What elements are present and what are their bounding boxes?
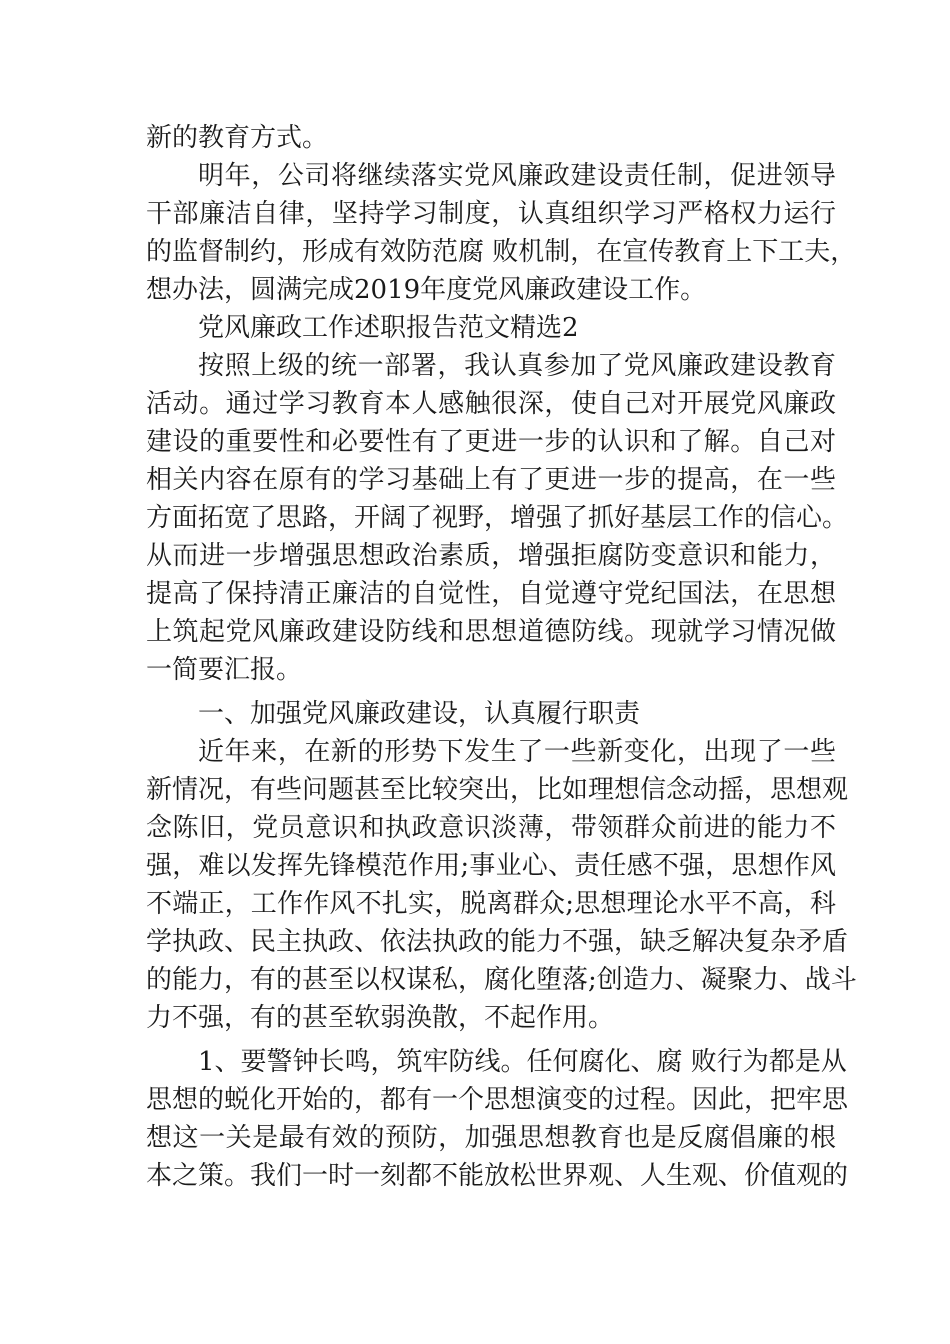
paragraph-line: 按照上级的统一部署，我认真参加了党风廉政建设教育 — [198, 351, 836, 381]
section-heading: 一、加强党风廉政建设，认真履行职责 — [198, 699, 641, 729]
paragraph-line: 学执政、民主执政、依法执政的能力不强，缺乏解决复杂矛盾 — [146, 927, 849, 957]
paragraph-line: 方面拓宽了思路，开阔了视野，增强了抓好基层工作的信心。 — [146, 503, 849, 533]
paragraph-line: 强，难以发挥先锋模范作用;事业心、责任感不强，思想作风 — [146, 851, 836, 881]
paragraph-line: 一简要汇报。 — [146, 655, 303, 685]
paragraph-line: 新情况，有些问题甚至比较突出，比如理想信念动摇，思想观 — [146, 775, 849, 805]
paragraph-line: 想办法，圆满完成2019年度党风廉政建设工作。 — [146, 275, 707, 305]
paragraph-line: 思想的蜕化开始的，都有一个思想演变的过程。因此，把牢思 — [146, 1085, 849, 1115]
paragraph-line: 上筑起党风廉政建设防线和思想道德防线。现就学习情况做 — [146, 617, 836, 647]
paragraph-line: 相关内容在原有的学习基础上有了更进一步的提高，在一些 — [146, 465, 836, 495]
paragraph-line: 活动。通过学习教育本人感触很深，使自己对开展党风廉政 — [146, 389, 836, 419]
paragraph-line: 1、要警钟长鸣，筑牢防线。任何腐化、腐 败行为都是从 — [198, 1047, 847, 1077]
paragraph-line: 近年来，在新的形势下发生了一些新变化，出现了一些 — [198, 737, 836, 767]
paragraph-line: 念陈旧，党员意识和执政意识淡薄，带领群众前进的能力不 — [146, 813, 836, 843]
paragraph-line: 不端正，工作作风不扎实，脱离群众;思想理论水平不高，科 — [146, 889, 836, 919]
paragraph-line: 的能力，有的甚至以权谋私，腐化堕落;创造力、凝聚力、战斗 — [146, 965, 857, 995]
paragraph-line: 本之策。我们一时一刻都不能放松世界观、人生观、价值观的 — [146, 1161, 849, 1191]
paragraph-line: 从而进一步增强思想政治素质，增强拒腐防变意识和能力， — [146, 541, 836, 571]
paragraph-line: 建设的重要性和必要性有了更进一步的认识和了解。自己对 — [146, 427, 836, 457]
section-heading: 党风廉政工作述职报告范文精选2 — [198, 313, 579, 343]
paragraph-line: 想这一关是最有效的预防，加强思想教育也是反腐倡廉的根 — [146, 1123, 836, 1153]
paragraph-line: 的监督制约，形成有效防范腐 败机制，在宣传教育上下工夫， — [146, 237, 857, 267]
paragraph-line: 新的教育方式。 — [146, 123, 329, 153]
paragraph-line: 明年，公司将继续落实党风廉政建设责任制，促进领导 — [198, 161, 836, 191]
paragraph-line: 干部廉洁自律，坚持学习制度，认真组织学习严格权力运行 — [146, 199, 836, 229]
paragraph-line: 力不强，有的甚至软弱涣散，不起作用。 — [146, 1003, 615, 1033]
paragraph-line: 提高了保持清正廉洁的自觉性，自觉遵守党纪国法，在思想 — [146, 579, 836, 609]
